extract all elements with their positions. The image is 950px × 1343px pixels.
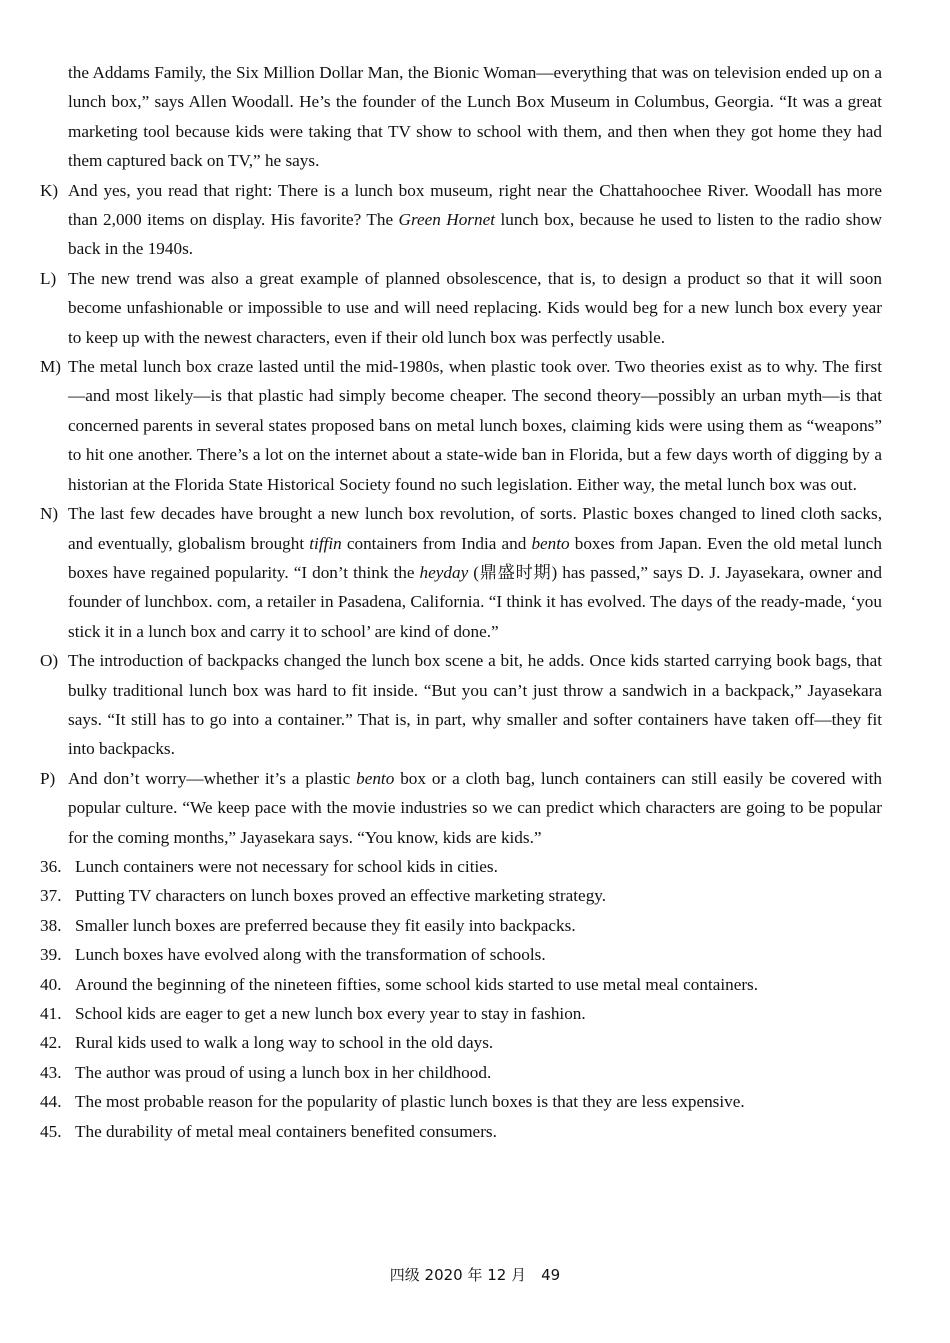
paragraph-text: The metal lunch box craze lasted until the mid-1980s, when plastic took over. Two theories exist as to why. The first—and most likely—is that plastic had simply become cheaper. The second theory—possibly an urban myth—is that concerned parents in several states proposed bans on metal lunch boxes, claiming kids were using them as “weapons” to hit one another. There’s a lot on the internet about a state-wide ban in Florida, but a few days worth of digging by a historian at the Florida State Historical Society found no such legislation. Either way, the metal lunch box was out. (68, 357, 882, 494)
question-item (0, 852, 950, 881)
term-italic: tiffin (309, 533, 342, 553)
question-text: The durability of metal meal containers benefited consumers. (75, 1121, 497, 1141)
question-item (0, 940, 950, 969)
question-item (0, 999, 950, 1028)
question-item (0, 911, 950, 940)
paragraph-text: And don’t worry—whether it’s a plastic (68, 768, 357, 788)
paragraph-text: the Addams Family, the Six Million Dollar Man, the Bionic Woman—everything that was on television ended up on a lunch box,” says Allen Woodall. He’s the founder of the Lunch Box Museum in Columbus, Georgia. “It was a great marketing tool because kids were taking that TV show to school with them, and then when they got home they had them captured back on TV,” he says. (68, 63, 882, 171)
question-number: 42. (40, 1033, 62, 1053)
paragraph-text: containers from India and (341, 533, 532, 553)
question-number: 41. (40, 1004, 62, 1023)
question-number: 40. (40, 974, 62, 994)
question-text: Lunch boxes have evolved along with the transformation of schools. (75, 945, 546, 965)
paragraph-label: M) (40, 357, 62, 377)
paragraph-k (0, 176, 950, 264)
paragraph-label: P) (40, 768, 56, 788)
paragraph-l (0, 264, 950, 352)
title-italic: Green Hornet (398, 210, 495, 230)
paragraph-o (0, 646, 950, 764)
paragraph-label: N) (40, 504, 59, 524)
question-text: Lunch containers were not necessary for school kids in cities. (75, 856, 498, 876)
question-item (0, 1117, 950, 1146)
page-footer: 四级 2020 年 12 月 49 (389, 1266, 561, 1284)
question-list (0, 852, 950, 1146)
paragraph-n (0, 499, 950, 646)
paragraph-label: L) (40, 268, 57, 288)
paragraph-j-continued (0, 58, 950, 176)
paragraph-text: And yes, you read that right: There is a lunch box museum, right near the Chattahoochee River. Woodall has more than 2,000 items on display. His favorite? The (68, 180, 882, 230)
paragraph-text: boxes from Japan. Even the old metal lunch boxes have regained popularity. “I don’t think the (68, 533, 883, 582)
paragraph-label: K) (40, 180, 59, 200)
term-italic: bento (356, 768, 395, 788)
question-text: Putting TV characters on lunch boxes proved an effective marketing strategy. (75, 886, 607, 906)
question-item (0, 1058, 950, 1087)
question-item (0, 881, 950, 910)
question-text: Smaller lunch boxes are preferred because they fit easily into backpacks. (75, 915, 576, 935)
paragraph-m (0, 352, 950, 499)
question-number: 43. (40, 1062, 62, 1082)
question-text: The author was proud of using a lunch box in her childhood. (75, 1062, 492, 1082)
paragraph-text: (鼎盛时期) has passed,” says D. J. Jayasekara, owner and founder of lunchbox. com, a retailer in Pasadena, California. “I think it has evolved. The days of the ready-made, ‘you stick it in a lunch box and carry it to school’ are kind of done.” (68, 562, 882, 641)
question-text: The most probable reason for the popularity of plastic lunch boxes is that they are less expensive. (75, 1092, 745, 1112)
question-item (0, 1028, 950, 1057)
question-number: 37. (40, 886, 62, 906)
question-number: 38. (40, 915, 62, 935)
question-text: Rural kids used to walk a long way to school in the old days. (75, 1033, 494, 1053)
paragraph-label: O) (40, 651, 59, 671)
question-item (0, 970, 950, 999)
question-number: 36. (40, 856, 62, 876)
question-text: School kids are eager to get a new lunch box every year to stay in fashion. (75, 1004, 586, 1023)
paragraph-text: lunch box, because he used to listen to the radio show back in the 1940s. (68, 210, 882, 259)
question-item (0, 1087, 950, 1116)
paragraph-text: The introduction of backpacks changed the lunch box scene a bit, he adds. Once kids started carrying book bags, that bulky traditional lunch box was hard to fit inside. “But you can’t just throw a sandwich in a backpack,” Jayasekara says. “It still has to go into a container.” That is, in part, why smaller and softer containers have taken off—they fit into backpacks. (68, 651, 882, 759)
question-number: 39. (40, 945, 62, 965)
question-number: 45. (40, 1121, 62, 1141)
term-italic: bento (531, 533, 570, 553)
paragraph-p (0, 764, 950, 852)
paragraph-text: The last few decades have brought a new lunch box revolution, of sorts. Plastic boxes changed to lined cloth sacks, and eventually, globalism brought (68, 504, 882, 553)
paragraph-text: box or a cloth bag, lunch containers can still easily be covered with popular culture. “We keep pace with the movie industries so we can predict which characters are going to be popular for the coming months,” Jayasekara says. “You know, kids are kids.” (68, 768, 882, 847)
question-text: Around the beginning of the nineteen fifties, some school kids started to use metal meal containers. (75, 974, 759, 994)
term-italic: heyday (419, 562, 469, 582)
question-number: 44. (40, 1092, 62, 1112)
paragraph-text: The new trend was also a great example of planned obsolescence, that is, to design a product so that it will soon become unfashionable or impossible to use and will need replacing. Kids would beg for a new lunch box every year to keep up with the newest characters, even if their old lunch box was perfectly usable. (68, 268, 882, 347)
